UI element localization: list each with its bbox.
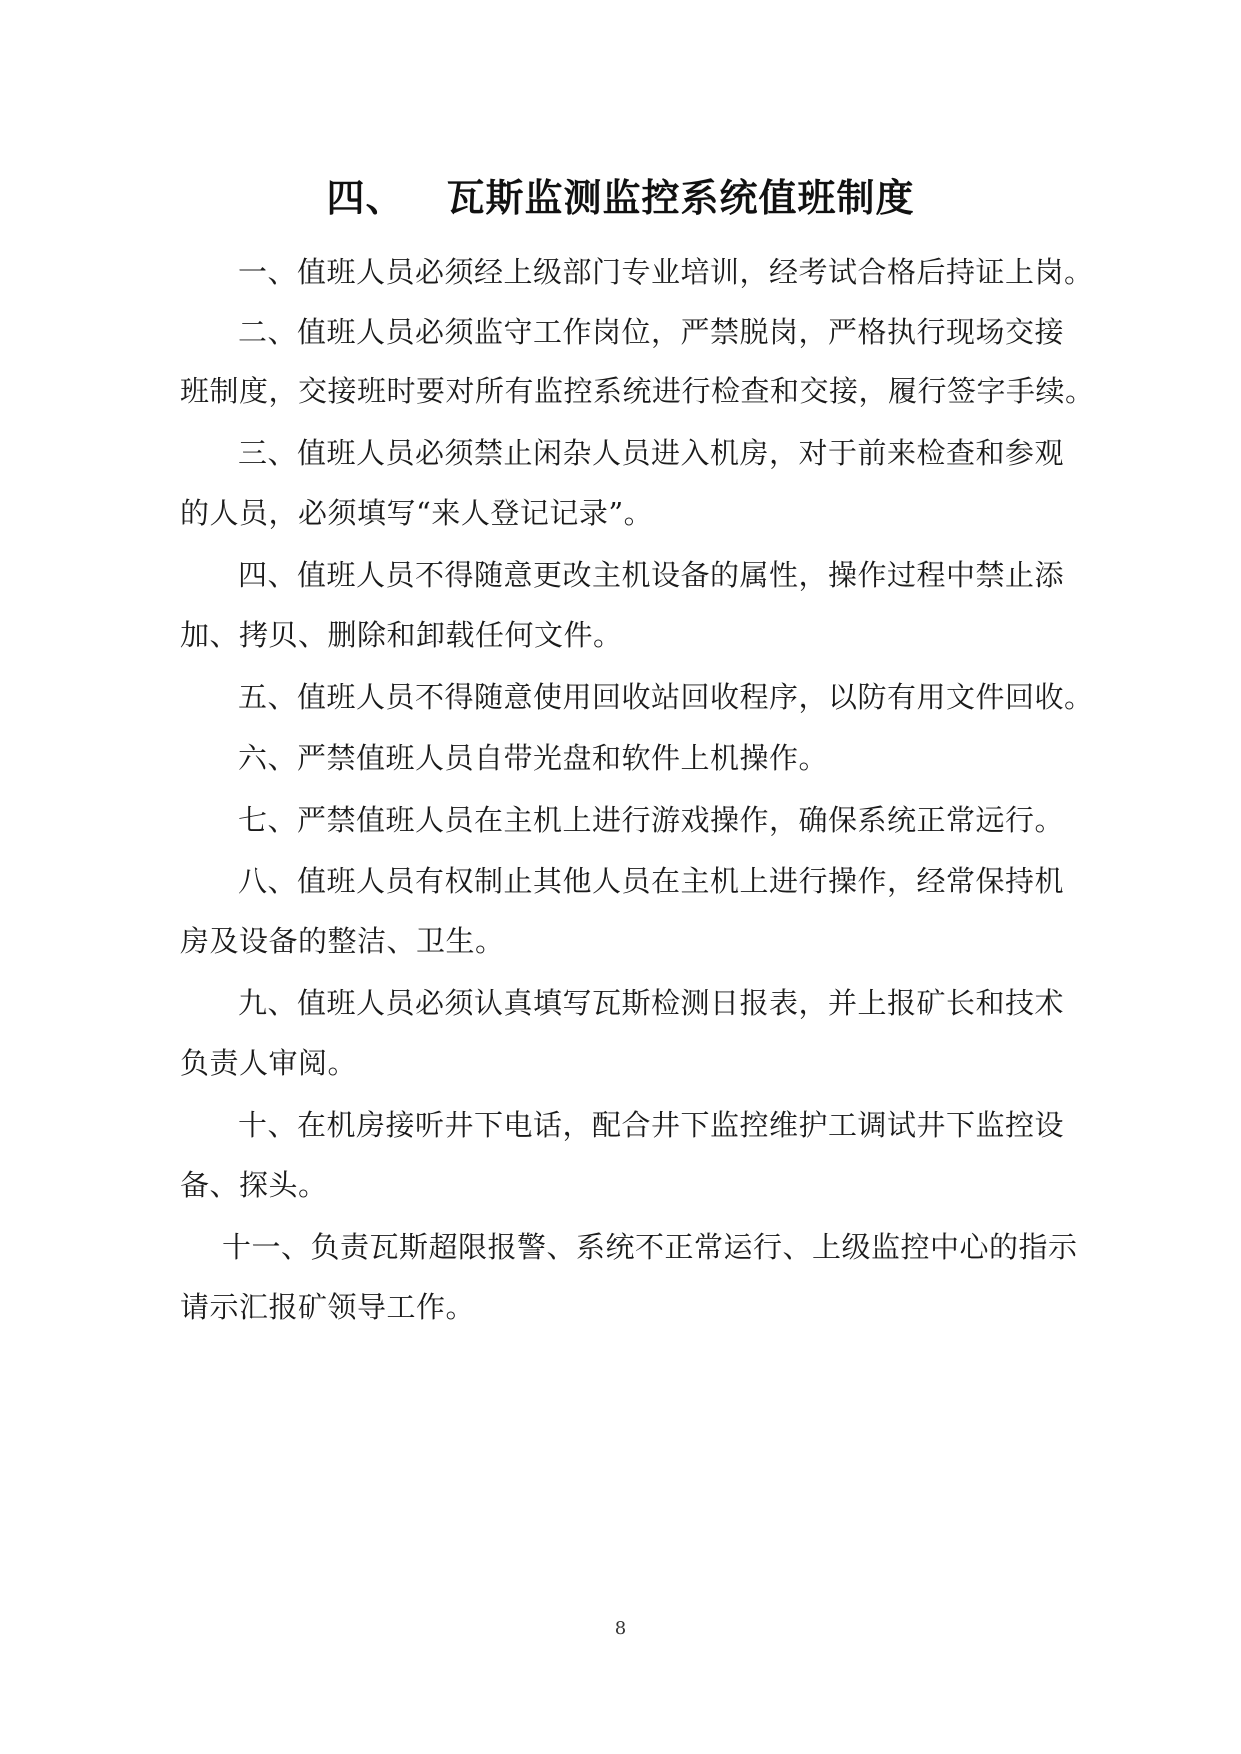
title-text: 瓦斯监测监控系统值班制度 — [446, 175, 915, 220]
paragraph-2-line-2: 班制度，交接班时要对所有监控系统进行检查和交接，履行签字手续。 — [180, 374, 1095, 408]
paragraph-11-line-1: 十一、负责瓦斯超限报警、系统不正常运行、上级监控中心的指示 — [222, 1230, 1078, 1264]
paragraph-11-line-2: 请示汇报矿领导工作。 — [180, 1290, 476, 1324]
page-number: 8 — [614, 1618, 627, 1639]
paragraph-6-line-1: 六、严禁值班人员自带光盘和软件上机操作。 — [238, 741, 829, 775]
paragraph-9-line-2: 负责人审阅。 — [180, 1046, 358, 1080]
paragraph-8-line-1: 八、值班人员有权制止其他人员在主机上进行操作，经常保持机 — [238, 864, 1065, 898]
paragraph-4-line-1: 四、值班人员不得随意更改主机设备的属性，操作过程中禁止添 — [238, 558, 1065, 592]
paragraph-7-line-1: 七、严禁值班人员在主机上进行游戏操作，确保系统正常远行。 — [238, 803, 1065, 837]
title-number: 四、 — [326, 175, 405, 220]
paragraph-10-line-1: 十、在机房接听井下电话，配合井下监控维护工调试井下监控设 — [238, 1108, 1065, 1142]
paragraph-3-line-1: 三、值班人员必须禁止闲杂人员进入机房，对于前来检查和参观 — [238, 436, 1065, 470]
paragraph-3-line-2: 的人员，必须填写“来人登记记录”。 — [180, 496, 654, 530]
paragraph-4-line-2: 加、拷贝、删除和卸载任何文件。 — [180, 618, 623, 652]
paragraph-2-line-1: 二、值班人员必须监守工作岗位，严禁脱岗，严格执行现场交接 — [238, 315, 1065, 349]
paragraph-10-line-2: 备、探头。 — [180, 1168, 328, 1202]
paragraph-9-line-1: 九、值班人员必须认真填写瓦斯检测日报表，并上报矿长和技术 — [238, 986, 1065, 1020]
paragraph-8-line-2: 房及设备的整洁、卫生。 — [180, 924, 505, 958]
document-title — [0, 168, 1241, 228]
paragraph-5-line-1: 五、值班人员不得随意使用回收站回收程序，以防有用文件回收。 — [238, 680, 1094, 714]
paragraph-1-line-1: 一、值班人员必须经上级部门专业培训，经考试合格后持证上岗。 — [238, 255, 1094, 289]
